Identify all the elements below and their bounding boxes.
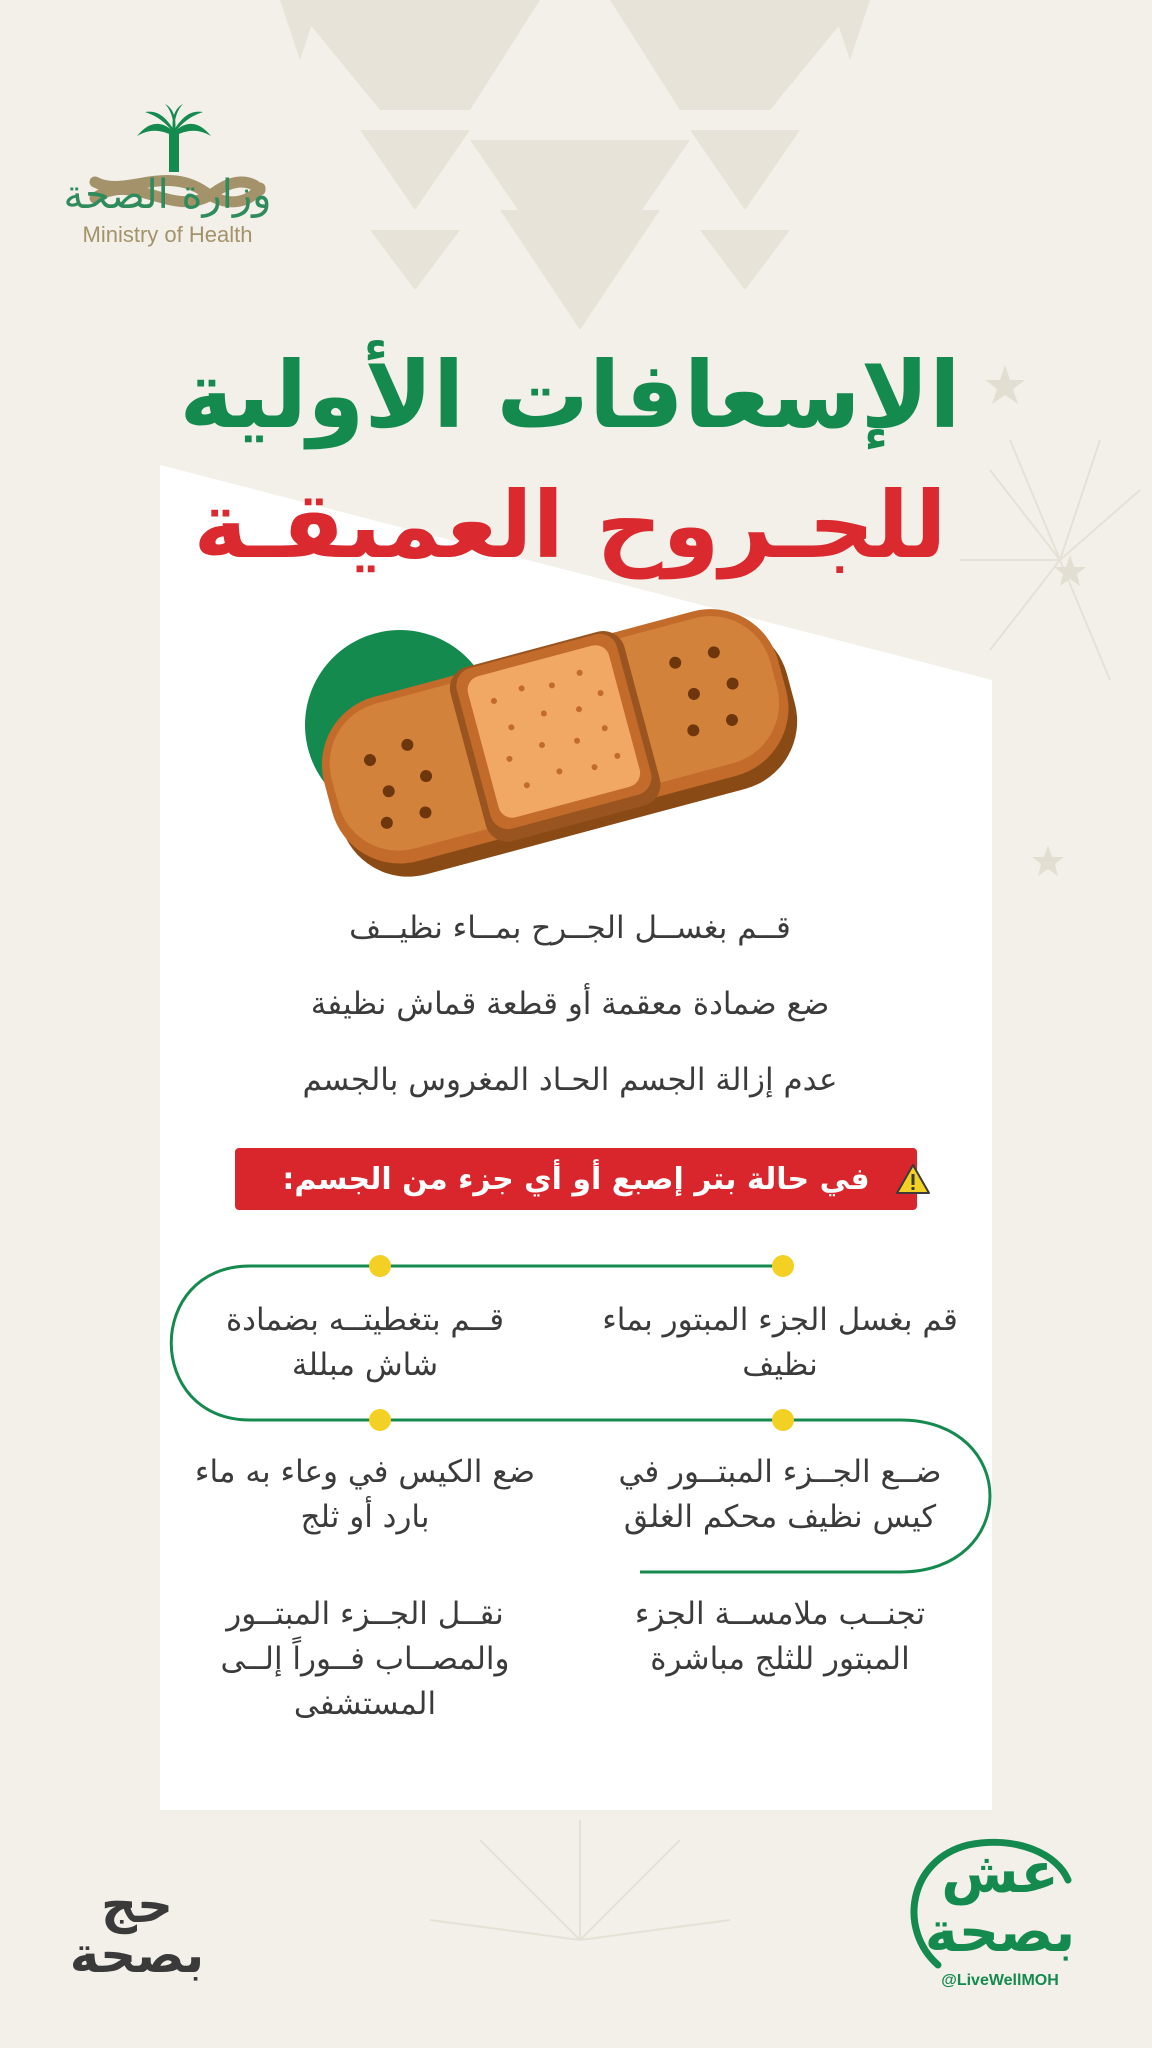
live-logo-line-1: عش	[941, 1841, 1059, 1906]
live-well-logo	[905, 1841, 1095, 1965]
hajj-bisiha-logo	[62, 1876, 212, 1984]
logo-arabic-text: وزارة الصحة	[63, 172, 272, 218]
flow-dot	[369, 1409, 391, 1431]
amputation-step-5: تجنــب ملامســة الجزء المبتور للثلج مباشرة	[634, 1596, 926, 1677]
amputation-step-2: قــم بتغطيتــه بضمادة شاش مبللة	[225, 1302, 505, 1383]
alert-text: في حالة بتر إصبع أو أي جزء من الجسم:	[282, 1161, 870, 1197]
step-do-not-remove-object: عدم إزالة الجسم الحـاد المغروس بالجسم	[302, 1062, 838, 1098]
title-line-1: الإسعافات الأولية	[179, 342, 961, 449]
live-logo-line-2: بصحة	[924, 1899, 1076, 1965]
flow-dot	[369, 1255, 391, 1277]
amputation-step-4: ضع الكيس في وعاء به ماء بارد أو ثلج	[194, 1454, 536, 1535]
amputation-step-3: ضــع الجــزء المبتــور في كيس نظيف محكم الغلق	[618, 1454, 942, 1535]
flow-dot	[772, 1255, 794, 1277]
hajj-logo-line-2: بصحة	[69, 1926, 205, 1984]
title-line-2: للجـروح العميقـة	[193, 472, 947, 579]
amputation-step-1: قم بغسل الجزء المبتور بماء نظيف	[602, 1302, 958, 1383]
step-apply-dressing: ضع ضمادة معقمة أو قطعة قماش نظيفة	[310, 986, 830, 1022]
hajj-logo-line-1: حج	[100, 1876, 174, 1934]
amputation-step-6: نقــل الجــزء المبتــور والمصــاب فــوراً إلــى المستشفى	[220, 1596, 510, 1722]
social-handle: @LiveWellMOH	[941, 1972, 1059, 1989]
step-wash-wound: قــم بغســل الجــرح بمــاء نظيــف	[349, 910, 791, 946]
logo-english-text: Ministry of Health	[82, 222, 253, 247]
flow-dot	[772, 1409, 794, 1431]
